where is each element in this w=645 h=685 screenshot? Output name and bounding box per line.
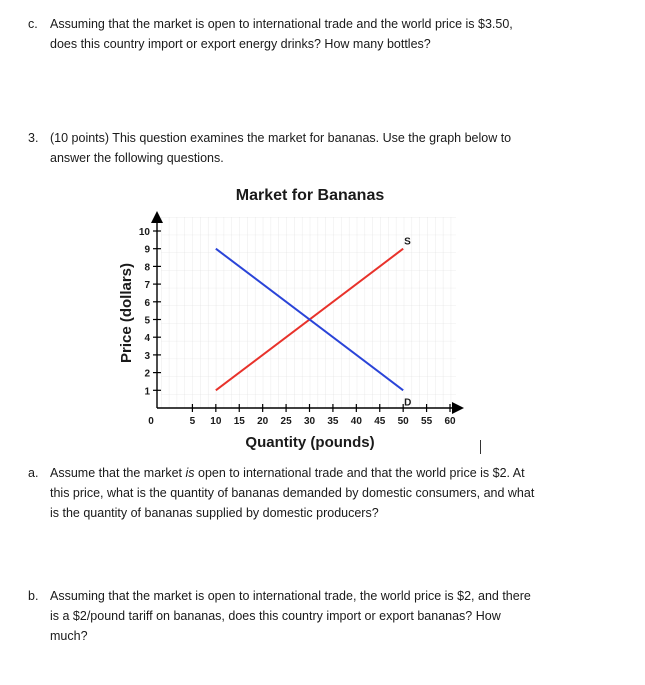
x-tick-label: 45: [374, 416, 386, 427]
y-tick-label: 1: [144, 386, 150, 398]
question-b: [28, 586, 628, 646]
question-a-line1-start: Assume that the market: [50, 466, 186, 480]
question-a-line1-end: open to international trade and that the world price is $2. At: [194, 466, 525, 480]
question-3-label: 3.: [28, 131, 39, 145]
y-tick-label: 7: [144, 280, 150, 292]
y-tick-label: 9: [144, 244, 150, 256]
question-c-line2: does this country import or export energy drinks? How many bottles?: [50, 37, 431, 51]
x-tick-label: 40: [350, 416, 362, 427]
series-label-d: D: [404, 397, 412, 409]
x-tick-label: 25: [280, 416, 292, 427]
x-tick-label: 5: [189, 416, 196, 427]
series-label-s: S: [404, 236, 411, 248]
chart-grid: [161, 217, 456, 408]
x-tick-label: 20: [257, 416, 269, 427]
question-a-line2: this price, what is the quantity of bananas demanded by domestic consumers, and what: [50, 486, 535, 500]
origin-label: 0: [148, 416, 154, 427]
question-c-line1: Assuming that the market is open to international trade and the world price is $3.50,: [50, 17, 513, 31]
x-axis-label: Quantity (pounds): [245, 434, 375, 451]
y-tick-label: 8: [144, 262, 150, 274]
question-a-line3: is the quantity of bananas supplied by domestic producers?: [50, 506, 379, 520]
question-b-line1: Assuming that the market is open to international trade, the world price is $2, and there: [50, 589, 531, 603]
y-tick-label: 4: [144, 333, 150, 345]
question-a-line1: [50, 463, 628, 483]
question-a-label: a.: [28, 466, 39, 480]
question-b-label: b.: [28, 589, 39, 603]
y-tick-label: 10: [138, 227, 150, 238]
y-tick-label: 5: [144, 315, 150, 327]
x-axis-arrow-icon: [452, 402, 464, 414]
x-tick-label: 55: [421, 416, 433, 427]
text-cursor: [480, 440, 481, 454]
x-tick-label: 15: [233, 416, 245, 427]
question-3-line1: (10 points) This question examines the market for bananas. Use the graph below to: [50, 131, 512, 145]
question-a-emphasis: is: [185, 466, 195, 480]
chart-title: Market for Bananas: [235, 187, 385, 204]
x-tick-label: 50: [397, 416, 409, 427]
y-tick-label: 6: [144, 297, 150, 309]
y-tick-label: 2: [144, 368, 150, 380]
question-b-line3: much?: [50, 629, 88, 643]
question-c-label: c.: [28, 17, 38, 31]
x-tick-label: 30: [303, 416, 316, 427]
x-tick-label: 35: [327, 416, 339, 427]
y-axis-label: Price (dollars): [118, 262, 135, 364]
question-b-line2: is a $2/pound tariff on bananas, does this country import or export bananas? How: [50, 609, 501, 623]
question-a: [28, 463, 628, 523]
y-tick-label: 3: [144, 350, 150, 362]
x-tick-label: 10: [210, 416, 222, 427]
question-3-line2: answer the following questions.: [50, 151, 224, 165]
x-tick-label: 60: [444, 416, 456, 427]
